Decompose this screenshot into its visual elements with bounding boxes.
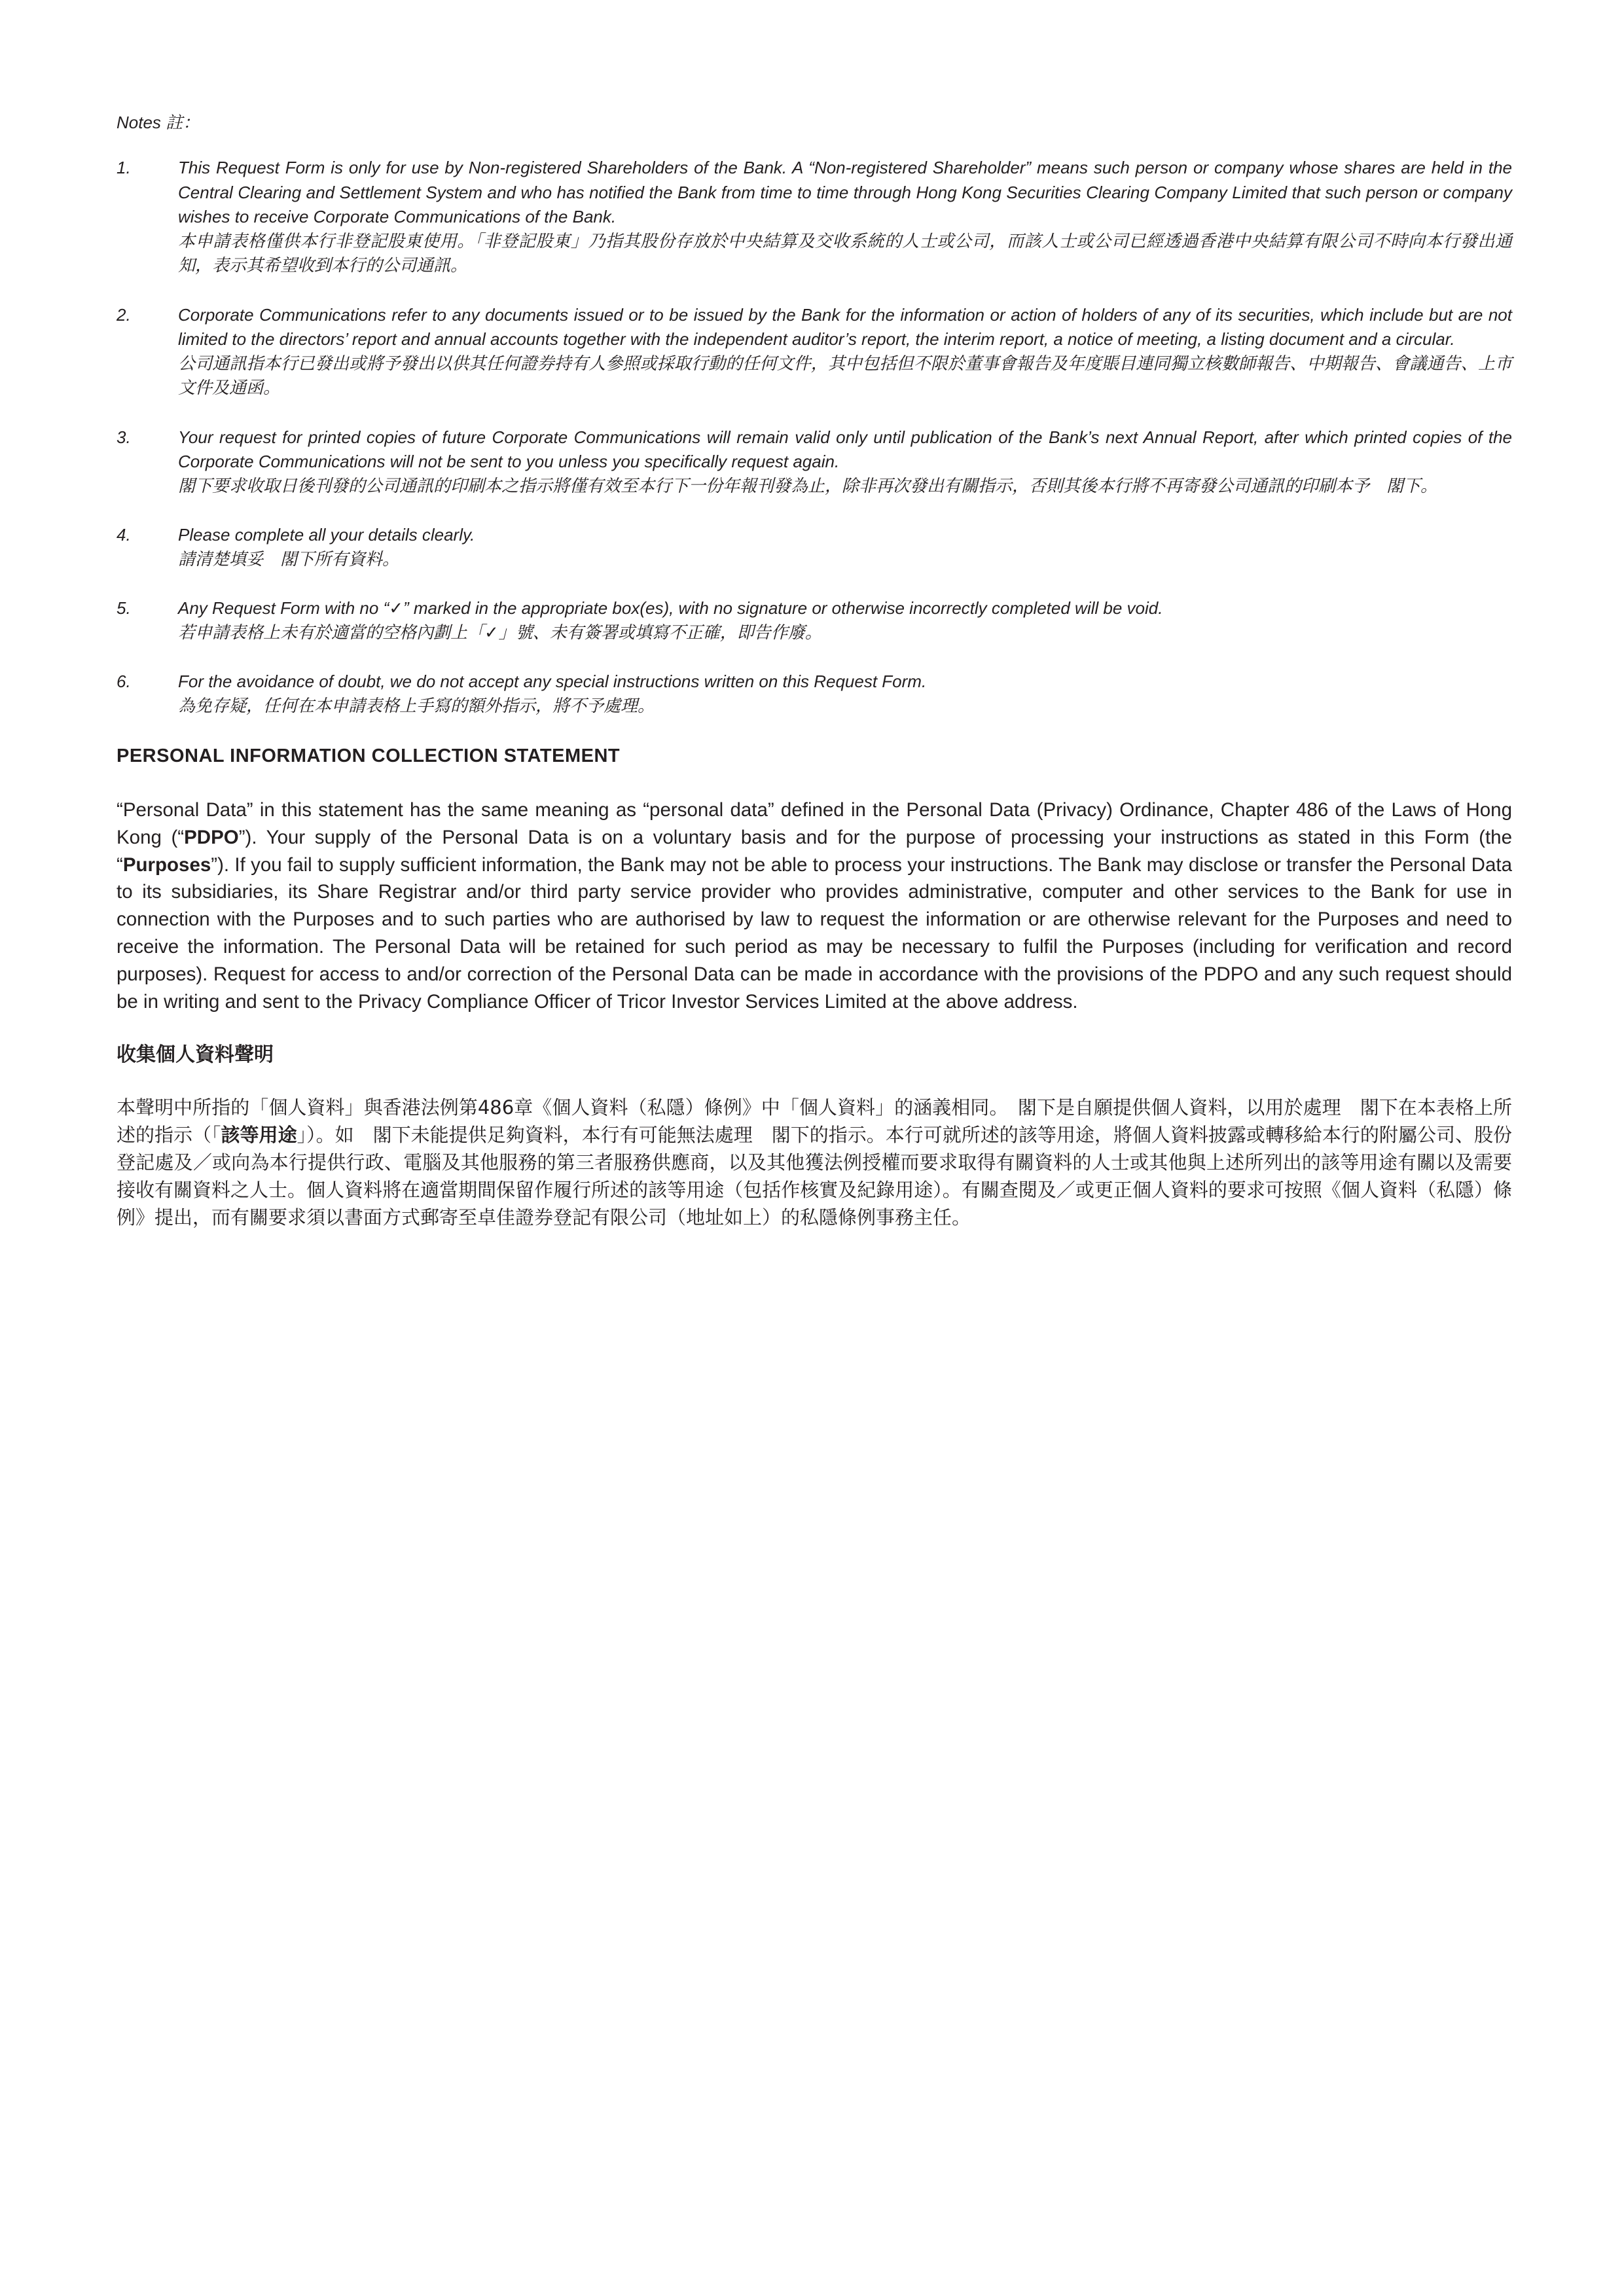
note-item-5 <box>117 596 1512 645</box>
note-text-zh: 公司通訊指本行已發出或將予發出以供其任何證券持有人參照或採取行動的任何文件，其中包括但不限於董事會報告及年度賬目連同獨立核數師報告、中期報告、會議通告、上市文件及通函。 <box>178 353 1512 398</box>
pics-text-part-2: ”). Your supply of the Personal Data is on a voluntary basis and for the purpose of processing your instructions as stated in this Form (the “ <box>117 826 1512 876</box>
request-form-notes-page <box>117 110 1512 1231</box>
purposes-defined-term: Purposes <box>122 853 211 876</box>
purposes-defined-term-zh: 該等用途 <box>221 1124 297 1147</box>
pics-heading-zh: 收集個人資料聲明 <box>117 1043 274 1067</box>
note-number: 3. <box>117 427 131 447</box>
pics-text-part-1: “Personal Data” in this statement has the same meaning as “personal data” defined in the Personal Data (Privacy) Ordinance, Chapter 486 of the Laws of Hong Kong (“ <box>117 799 1512 848</box>
pics-statement-en <box>117 797 1512 1015</box>
note-text-en: Any Request Form with no “✓” marked in the appropriate box(es), with no signature or otherwise incorrectly completed will be void. <box>178 598 1163 618</box>
note-item-3 <box>117 425 1512 499</box>
note-text-en: Please complete all your details clearly. <box>178 525 475 545</box>
note-number: 6. <box>117 672 131 691</box>
note-text-zh: 為免存疑，任何在本申請表格上手寫的額外指示，將不予處理。 <box>178 696 655 716</box>
note-number: 2. <box>117 304 131 325</box>
notes-title: Notes 註： <box>117 113 200 132</box>
note-item-6 <box>117 670 1512 719</box>
notes-list <box>117 156 1512 719</box>
note-text-zh: 若申請表格上未有於適當的空格內劃上「✓」號、未有簽署或填寫不正確，即告作廢。 <box>178 622 822 643</box>
pdpo-defined-term: PDPO <box>184 826 239 848</box>
pics-heading: PERSONAL INFORMATION COLLECTION STATEMENT <box>117 745 621 766</box>
pics-zh-text-part-2: 」）。如 閣下未能提供足夠資料，本行有可能無法處理 閣下的指示。本行可就所述的該等用途，將個人資料披露或轉移給本行的附屬公司、股份登記處及／或向為本行提供行政、電腦及其他服務的第三者服務供應商，以及其他獲法例授權而要求取得有關資料的人士或其他與上述所列出的該等用途有關以及需要接收有關資料之人士。個人資料將在適當期間保留作履行所述的該等用途（包括作核實及紀錄用途）。有關查閱及／或更正個人資料的要求可按照《個人資料（私隱）條例》提出，而有關要求須以書面方式郵寄至卓佳證券登記有限公司（地址如上）的私隱條例事務主任。 <box>117 1124 1512 1229</box>
note-item-4 <box>117 523 1512 572</box>
note-text-en: For the avoidance of doubt, we do not accept any special instructions written on this Request Form. <box>178 672 927 691</box>
pics-text-part-3: ”). If you fail to supply sufficient information, the Bank may not be able to process your instructions. The Bank may disclose or transfer the Personal Data to its subsidiaries, its Share Registrar and/or third party service provider who provides administrative, computer and other services to the Bank for use in connection with the Purposes and to such parties who are authorised by law to request the information or are otherwise relevant for the Purposes and need to receive the information. The Personal Data will be retained for such period as may be necessary to fulfil the Purposes (including for verification and record purposes). Request for access to and/or correction of the Personal Data can be made in accordance with the provisions of the PDPO and any such request should be in writing and sent to the Privacy Compliance Officer of Tricor Investor Services Limited at the above address. <box>117 853 1512 1013</box>
note-number: 5. <box>117 598 131 618</box>
note-number: 4. <box>117 525 131 545</box>
note-item-1 <box>117 156 1512 279</box>
note-text-en: This Request Form is only for use by Non-registered Shareholders of the Bank. A “Non-registered Shareholder” means such person or company whose shares are held in the Central Clearing and Settlement System and who has notified the Bank from time to time through Hong Kong Securities Clearing Company Limited that such person or company wishes to receive Corporate Communications of the Bank. <box>178 158 1512 226</box>
note-text-zh: 請清楚填妥 閣下所有資料。 <box>178 549 400 569</box>
note-text-zh: 閣下要求收取日後刊發的公司通訊的印刷本之指示將僅有效至本行下一份年報刊發為止，除非再次發出有關指示，否則其後本行將不再寄發公司通訊的印刷本予 閣下。 <box>178 476 1438 496</box>
note-item-2 <box>117 303 1512 401</box>
pics-zh-text-part-1: 本聲明中所指的「個人資料」與香港法例第486章《個人資料（私隱）條例》中「個人資料」的涵義相同。 閣下是自願提供個人資料，以用於處理 閣下在本表格上所述的指示（「 <box>117 1096 1512 1147</box>
pics-statement-zh <box>117 1094 1512 1231</box>
note-text-zh: 本申請表格僅供本行非登記股東使用。「非登記股東」乃指其股份存放於中央結算及交收系統的人士或公司，而該人士或公司已經透過香港中央結算有限公司不時向本行發出通知，表示其希望收到本行的公司通訊。 <box>178 231 1512 276</box>
note-text-en: Corporate Communications refer to any documents issued or to be issued by the Bank for the information or action of holders of any of its securities, which include but are not limited to the directors’ report and annual accounts together with the independent auditor’s report, the interim report, a notice of meeting, a listing document and a circular. <box>178 304 1512 349</box>
note-text-en: Your request for printed copies of future Corporate Communications will remain valid only until publication of the Bank’s next Annual Report, after which printed copies of the Corporate Communications will not be sent to you unless you specifically request again. <box>178 427 1512 471</box>
note-number: 1. <box>117 158 131 177</box>
